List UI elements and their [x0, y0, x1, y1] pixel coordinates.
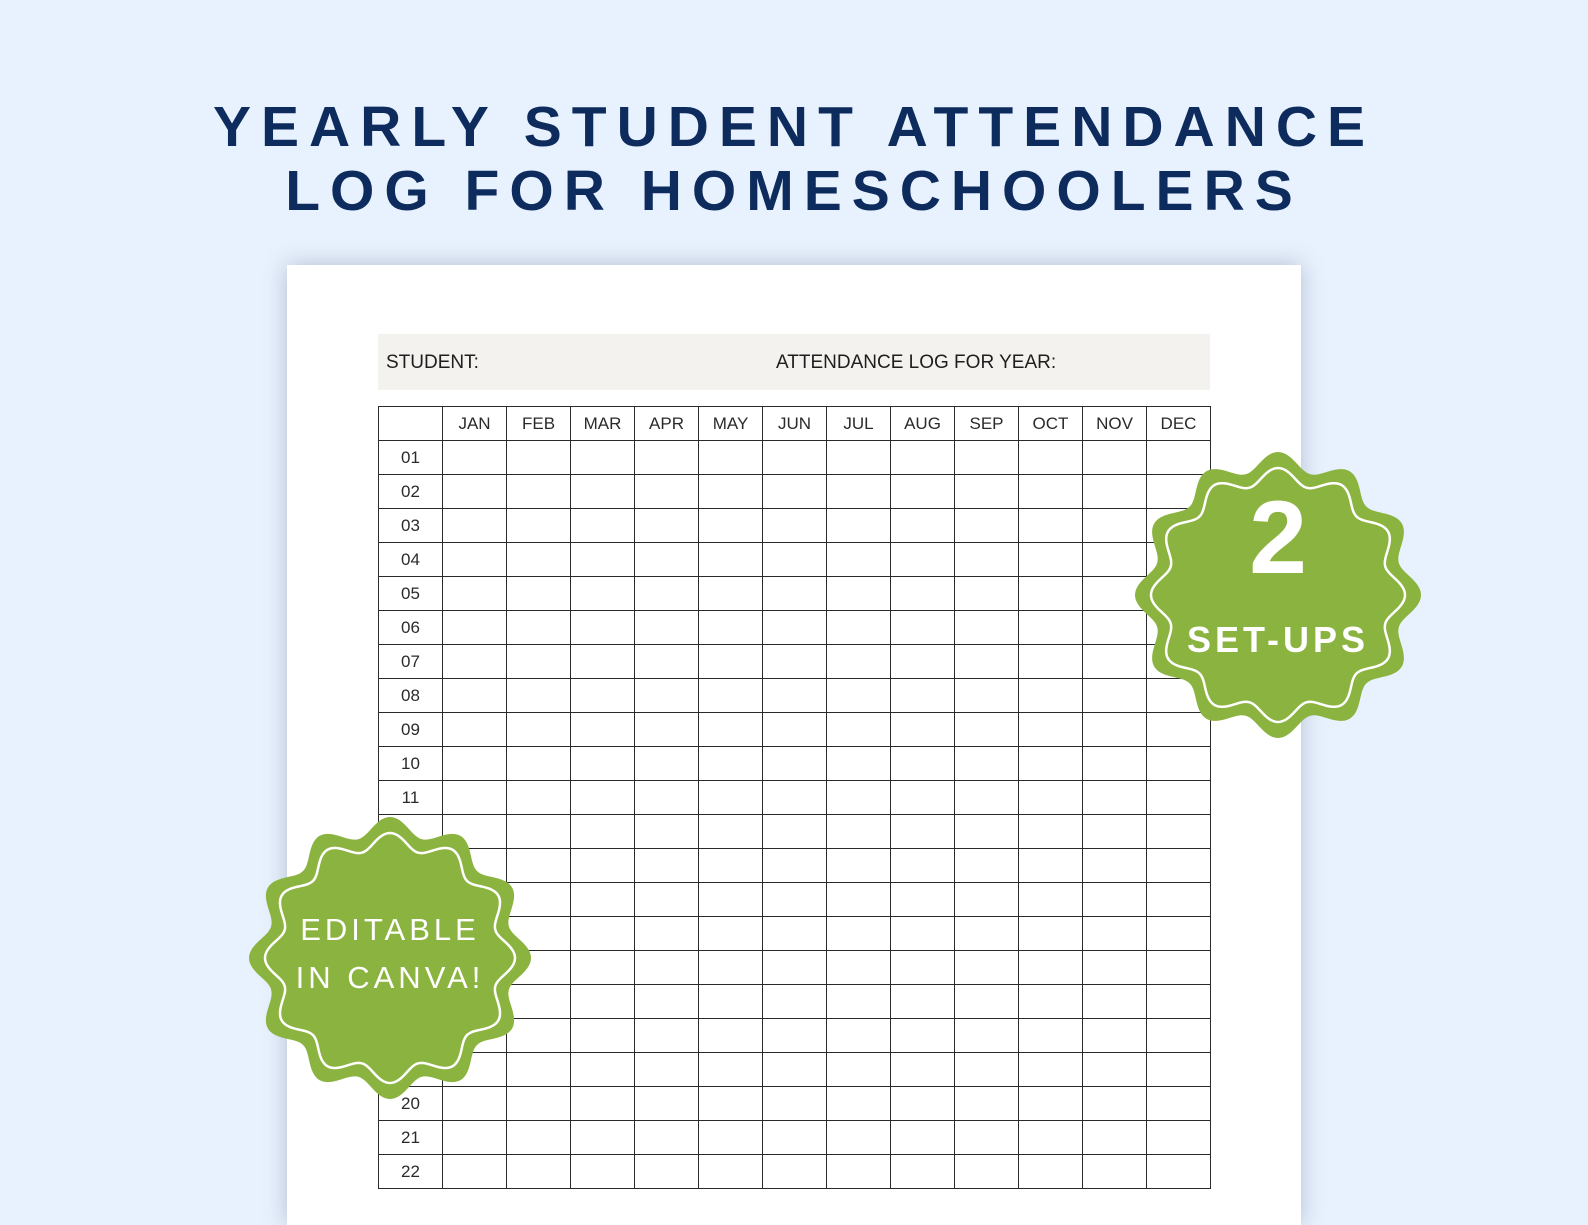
day-label: 10: [379, 747, 443, 781]
attendance-cell[interactable]: [1083, 917, 1147, 951]
attendance-cell[interactable]: [635, 1087, 699, 1121]
attendance-cell[interactable]: [1147, 1155, 1211, 1189]
table-row: [379, 509, 1211, 543]
attendance-cell[interactable]: [763, 1155, 827, 1189]
month-header-mar: MAR: [571, 407, 635, 441]
attendance-cell[interactable]: [955, 951, 1019, 985]
attendance-cell[interactable]: [1019, 441, 1083, 475]
attendance-cell[interactable]: [1019, 815, 1083, 849]
attendance-cell[interactable]: [443, 713, 507, 747]
attendance-cell[interactable]: [1019, 1155, 1083, 1189]
attendance-cell[interactable]: [571, 883, 635, 917]
attendance-cell[interactable]: [1083, 747, 1147, 781]
attendance-cell[interactable]: [955, 1121, 1019, 1155]
attendance-cell[interactable]: [635, 645, 699, 679]
attendance-cell[interactable]: [507, 679, 571, 713]
attendance-cell[interactable]: [1083, 985, 1147, 1019]
attendance-cell[interactable]: [891, 509, 955, 543]
attendance-cell[interactable]: [443, 747, 507, 781]
setups-number: 2: [1249, 480, 1307, 596]
attendance-cell[interactable]: [699, 611, 763, 645]
attendance-cell[interactable]: [443, 577, 507, 611]
attendance-cell[interactable]: [571, 713, 635, 747]
attendance-cell[interactable]: [507, 781, 571, 815]
attendance-cell[interactable]: [763, 713, 827, 747]
attendance-cell[interactable]: [699, 509, 763, 543]
attendance-cell[interactable]: [891, 1053, 955, 1087]
attendance-cell[interactable]: [443, 475, 507, 509]
attendance-cell[interactable]: [571, 577, 635, 611]
attendance-cell[interactable]: [891, 475, 955, 509]
attendance-cell[interactable]: [699, 645, 763, 679]
attendance-cell[interactable]: [763, 883, 827, 917]
table-row: [379, 747, 1211, 781]
attendance-cell[interactable]: [891, 645, 955, 679]
day-label: 01: [379, 441, 443, 475]
attendance-cell[interactable]: [1019, 577, 1083, 611]
attendance-cell[interactable]: [1019, 1121, 1083, 1155]
attendance-cell[interactable]: [955, 1155, 1019, 1189]
setups-badge: [1134, 447, 1422, 743]
attendance-cell[interactable]: [635, 849, 699, 883]
table-row: [379, 441, 1211, 475]
attendance-cell[interactable]: [763, 441, 827, 475]
attendance-cell[interactable]: [1019, 1087, 1083, 1121]
attendance-cell[interactable]: [571, 509, 635, 543]
table-row: [379, 679, 1211, 713]
table-row: [379, 1121, 1211, 1155]
editable-line-1: EDITABLE: [300, 912, 480, 947]
attendance-cell[interactable]: [955, 917, 1019, 951]
attendance-cell[interactable]: [891, 1087, 955, 1121]
attendance-cell[interactable]: [827, 781, 891, 815]
attendance-cell[interactable]: [571, 917, 635, 951]
attendance-cell[interactable]: [635, 509, 699, 543]
attendance-cell[interactable]: [827, 713, 891, 747]
table-row: [379, 1155, 1211, 1189]
attendance-cell[interactable]: [635, 1155, 699, 1189]
attendance-cell[interactable]: [763, 747, 827, 781]
student-label: STUDENT:: [386, 352, 479, 373]
attendance-cell[interactable]: [955, 509, 1019, 543]
attendance-cell[interactable]: [1083, 1087, 1147, 1121]
attendance-cell[interactable]: [571, 679, 635, 713]
attendance-cell[interactable]: [699, 577, 763, 611]
table-row: [379, 645, 1211, 679]
attendance-cell[interactable]: [1019, 509, 1083, 543]
month-header-jun: JUN: [763, 407, 827, 441]
attendance-cell[interactable]: [891, 951, 955, 985]
month-header-aug: AUG: [891, 407, 955, 441]
month-header-jul: JUL: [827, 407, 891, 441]
month-header-jan: JAN: [443, 407, 507, 441]
attendance-cell[interactable]: [955, 441, 1019, 475]
attendance-cell[interactable]: [827, 611, 891, 645]
attendance-cell[interactable]: [699, 1053, 763, 1087]
day-label: 08: [379, 679, 443, 713]
attendance-cell[interactable]: [1019, 917, 1083, 951]
attendance-cell[interactable]: [1019, 645, 1083, 679]
attendance-cell[interactable]: [1083, 781, 1147, 815]
attendance-cell[interactable]: [955, 679, 1019, 713]
attendance-cell[interactable]: [635, 441, 699, 475]
attendance-cell[interactable]: [763, 645, 827, 679]
attendance-cell[interactable]: [891, 781, 955, 815]
attendance-cell[interactable]: [699, 475, 763, 509]
attendance-cell[interactable]: [1147, 815, 1211, 849]
attendance-cell[interactable]: [763, 1087, 827, 1121]
attendance-cell[interactable]: [827, 543, 891, 577]
attendance-cell[interactable]: [1147, 781, 1211, 815]
attendance-cell[interactable]: [763, 781, 827, 815]
day-label: 04: [379, 543, 443, 577]
attendance-cell[interactable]: [635, 951, 699, 985]
attendance-cell[interactable]: [699, 781, 763, 815]
attendance-cell[interactable]: [827, 985, 891, 1019]
day-label: 03: [379, 509, 443, 543]
table-row: [379, 577, 1211, 611]
attendance-cell[interactable]: [1147, 951, 1211, 985]
attendance-cell[interactable]: [763, 815, 827, 849]
page-title-line-1: YEARLY STUDENT ATTENDANCE: [212, 95, 1376, 159]
month-header-row: [379, 407, 1211, 441]
attendance-cell[interactable]: [1147, 1053, 1211, 1087]
attendance-cell[interactable]: [635, 781, 699, 815]
day-label: 21: [379, 1121, 443, 1155]
attendance-cell[interactable]: [635, 985, 699, 1019]
attendance-cell[interactable]: [955, 713, 1019, 747]
attendance-cell[interactable]: [763, 577, 827, 611]
attendance-cell[interactable]: [443, 543, 507, 577]
month-header-oct: OCT: [1019, 407, 1083, 441]
attendance-cell[interactable]: [635, 543, 699, 577]
attendance-cell[interactable]: [1083, 1121, 1147, 1155]
attendance-cell[interactable]: [955, 1087, 1019, 1121]
attendance-cell[interactable]: [827, 747, 891, 781]
attendance-cell[interactable]: [699, 679, 763, 713]
attendance-cell[interactable]: [891, 1155, 955, 1189]
attendance-cell[interactable]: [1083, 883, 1147, 917]
setups-label: SET-UPS: [1186, 619, 1370, 660]
attendance-cell[interactable]: [827, 509, 891, 543]
attendance-cell[interactable]: [955, 645, 1019, 679]
attendance-cell[interactable]: [507, 577, 571, 611]
month-header-feb: FEB: [507, 407, 571, 441]
attendance-cell[interactable]: [955, 475, 1019, 509]
attendance-cell[interactable]: [507, 747, 571, 781]
page-title-line-2: LOG FOR HOMESCHOOLERS: [285, 159, 1303, 223]
attendance-cell[interactable]: [635, 815, 699, 849]
day-label: 06: [379, 611, 443, 645]
attendance-cell[interactable]: [571, 1155, 635, 1189]
attendance-cell[interactable]: [763, 1121, 827, 1155]
attendance-cell[interactable]: [1019, 713, 1083, 747]
attendance-cell[interactable]: [699, 1087, 763, 1121]
attendance-cell[interactable]: [763, 1019, 827, 1053]
attendance-cell[interactable]: [699, 441, 763, 475]
attendance-cell[interactable]: [443, 1155, 507, 1189]
attendance-cell[interactable]: [699, 1121, 763, 1155]
attendance-cell[interactable]: [955, 849, 1019, 883]
attendance-cell[interactable]: [635, 475, 699, 509]
attendance-cell[interactable]: [763, 1053, 827, 1087]
attendance-cell[interactable]: [1019, 475, 1083, 509]
day-label: 20: [379, 1087, 443, 1121]
attendance-cell[interactable]: [891, 917, 955, 951]
attendance-cell[interactable]: [827, 1019, 891, 1053]
attendance-cell[interactable]: [571, 1121, 635, 1155]
attendance-cell[interactable]: [699, 849, 763, 883]
table-row: [379, 713, 1211, 747]
attendance-cell[interactable]: [1147, 917, 1211, 951]
attendance-cell[interactable]: [507, 1155, 571, 1189]
attendance-cell[interactable]: [1019, 543, 1083, 577]
attendance-cell[interactable]: [827, 475, 891, 509]
attendance-cell[interactable]: [763, 543, 827, 577]
attendance-cell[interactable]: [1019, 1053, 1083, 1087]
day-label: 07: [379, 645, 443, 679]
attendance-cell[interactable]: [763, 475, 827, 509]
month-header-sep: SEP: [955, 407, 1019, 441]
attendance-cell[interactable]: [507, 611, 571, 645]
attendance-cell[interactable]: [1147, 1019, 1211, 1053]
table-row: [379, 543, 1211, 577]
attendance-cell[interactable]: [571, 543, 635, 577]
attendance-cell[interactable]: [1083, 951, 1147, 985]
attendance-cell[interactable]: [827, 815, 891, 849]
attendance-cell[interactable]: [443, 1121, 507, 1155]
attendance-cell[interactable]: [1147, 1121, 1211, 1155]
info-bar: [378, 334, 1210, 390]
attendance-cell[interactable]: [955, 543, 1019, 577]
year-label: ATTENDANCE LOG FOR YEAR:: [776, 352, 1057, 373]
attendance-cell[interactable]: [891, 849, 955, 883]
attendance-cell[interactable]: [635, 679, 699, 713]
attendance-cell[interactable]: [1019, 849, 1083, 883]
attendance-cell[interactable]: [443, 509, 507, 543]
attendance-cell[interactable]: [1019, 985, 1083, 1019]
attendance-cell[interactable]: [699, 815, 763, 849]
attendance-cell[interactable]: [507, 645, 571, 679]
attendance-cell[interactable]: [1083, 1019, 1147, 1053]
attendance-cell[interactable]: [443, 645, 507, 679]
attendance-cell[interactable]: [1019, 1019, 1083, 1053]
attendance-cell[interactable]: [827, 1155, 891, 1189]
attendance-cell[interactable]: [1147, 849, 1211, 883]
attendance-cell[interactable]: [635, 577, 699, 611]
attendance-cell[interactable]: [1019, 883, 1083, 917]
attendance-cell[interactable]: [1019, 747, 1083, 781]
month-header-may: MAY: [699, 407, 763, 441]
attendance-cell[interactable]: [763, 509, 827, 543]
attendance-cell[interactable]: [955, 747, 1019, 781]
attendance-cell[interactable]: [1147, 1087, 1211, 1121]
attendance-cell[interactable]: [891, 611, 955, 645]
attendance-cell[interactable]: [955, 985, 1019, 1019]
table-row: [379, 611, 1211, 645]
attendance-cell[interactable]: [635, 883, 699, 917]
attendance-cell[interactable]: [507, 1121, 571, 1155]
attendance-cell[interactable]: [827, 951, 891, 985]
attendance-cell[interactable]: [699, 713, 763, 747]
day-label: 05: [379, 577, 443, 611]
month-header-apr: APR: [635, 407, 699, 441]
attendance-cell[interactable]: [827, 849, 891, 883]
attendance-cell[interactable]: [891, 883, 955, 917]
attendance-cell[interactable]: [763, 917, 827, 951]
attendance-cell[interactable]: [1019, 611, 1083, 645]
attendance-cell[interactable]: [955, 815, 1019, 849]
attendance-cell[interactable]: [507, 713, 571, 747]
attendance-cell[interactable]: [1083, 1155, 1147, 1189]
attendance-cell[interactable]: [699, 543, 763, 577]
attendance-cell[interactable]: [443, 611, 507, 645]
attendance-cell[interactable]: [827, 645, 891, 679]
attendance-cell[interactable]: [635, 747, 699, 781]
attendance-cell[interactable]: [699, 951, 763, 985]
attendance-cell[interactable]: [1019, 679, 1083, 713]
attendance-cell[interactable]: [827, 1053, 891, 1087]
attendance-cell[interactable]: [955, 781, 1019, 815]
attendance-cell[interactable]: [571, 1019, 635, 1053]
attendance-cell[interactable]: [955, 1053, 1019, 1087]
attendance-cell[interactable]: [635, 1053, 699, 1087]
attendance-cell[interactable]: [891, 815, 955, 849]
attendance-cell[interactable]: [571, 1087, 635, 1121]
attendance-cell[interactable]: [891, 1121, 955, 1155]
attendance-cell[interactable]: [699, 985, 763, 1019]
attendance-cell[interactable]: [763, 985, 827, 1019]
attendance-cell[interactable]: [827, 883, 891, 917]
attendance-cell[interactable]: [1083, 815, 1147, 849]
attendance-cell[interactable]: [827, 679, 891, 713]
attendance-cell[interactable]: [1083, 1053, 1147, 1087]
attendance-cell[interactable]: [571, 951, 635, 985]
table-row: [379, 781, 1211, 815]
attendance-cell[interactable]: [507, 475, 571, 509]
attendance-cell[interactable]: [763, 849, 827, 883]
attendance-cell[interactable]: [571, 985, 635, 1019]
month-header-nov: NOV: [1083, 407, 1147, 441]
attendance-cell[interactable]: [891, 441, 955, 475]
attendance-cell[interactable]: [955, 1019, 1019, 1053]
attendance-cell[interactable]: [635, 611, 699, 645]
attendance-cell[interactable]: [1147, 747, 1211, 781]
attendance-cell[interactable]: [827, 1087, 891, 1121]
attendance-cell[interactable]: [571, 475, 635, 509]
attendance-cell[interactable]: [571, 815, 635, 849]
attendance-cell[interactable]: [699, 1155, 763, 1189]
attendance-cell[interactable]: [507, 509, 571, 543]
attendance-cell[interactable]: [443, 679, 507, 713]
attendance-cell[interactable]: [443, 441, 507, 475]
attendance-cell[interactable]: [827, 1121, 891, 1155]
attendance-cell[interactable]: [1083, 849, 1147, 883]
attendance-cell[interactable]: [443, 781, 507, 815]
attendance-cell[interactable]: [763, 679, 827, 713]
attendance-cell[interactable]: [827, 441, 891, 475]
attendance-cell[interactable]: [635, 1019, 699, 1053]
attendance-cell[interactable]: [955, 611, 1019, 645]
attendance-cell[interactable]: [891, 713, 955, 747]
attendance-cell[interactable]: [635, 713, 699, 747]
attendance-cell[interactable]: [955, 577, 1019, 611]
editable-badge: [248, 816, 532, 1100]
table-row: [379, 475, 1211, 509]
attendance-cell[interactable]: [571, 645, 635, 679]
corner-cell: [379, 407, 443, 441]
attendance-cell[interactable]: [507, 543, 571, 577]
attendance-cell[interactable]: [571, 611, 635, 645]
attendance-cell[interactable]: [699, 917, 763, 951]
attendance-cell[interactable]: [571, 441, 635, 475]
day-label: 22: [379, 1155, 443, 1189]
attendance-cell[interactable]: [699, 1019, 763, 1053]
attendance-cell[interactable]: [1147, 883, 1211, 917]
attendance-cell[interactable]: [891, 577, 955, 611]
day-label: 02: [379, 475, 443, 509]
attendance-cell[interactable]: [635, 917, 699, 951]
month-header-dec: DEC: [1147, 407, 1211, 441]
attendance-cell[interactable]: [891, 679, 955, 713]
day-label: 11: [379, 781, 443, 815]
attendance-cell[interactable]: [699, 883, 763, 917]
attendance-cell[interactable]: [763, 951, 827, 985]
attendance-cell[interactable]: [1019, 781, 1083, 815]
attendance-cell[interactable]: [891, 747, 955, 781]
attendance-cell[interactable]: [507, 441, 571, 475]
editable-line-2: IN CANVA!: [295, 960, 485, 995]
attendance-cell[interactable]: [763, 611, 827, 645]
attendance-cell[interactable]: [699, 747, 763, 781]
attendance-cell[interactable]: [827, 917, 891, 951]
attendance-cell[interactable]: [891, 985, 955, 1019]
attendance-cell[interactable]: [891, 1019, 955, 1053]
attendance-cell[interactable]: [1147, 985, 1211, 1019]
attendance-cell[interactable]: [635, 1121, 699, 1155]
attendance-cell[interactable]: [571, 781, 635, 815]
attendance-cell[interactable]: [571, 1053, 635, 1087]
attendance-cell[interactable]: [571, 747, 635, 781]
attendance-cell[interactable]: [571, 849, 635, 883]
attendance-cell[interactable]: [827, 577, 891, 611]
day-label: 09: [379, 713, 443, 747]
attendance-cell[interactable]: [891, 543, 955, 577]
attendance-cell[interactable]: [1019, 951, 1083, 985]
attendance-cell[interactable]: [955, 883, 1019, 917]
